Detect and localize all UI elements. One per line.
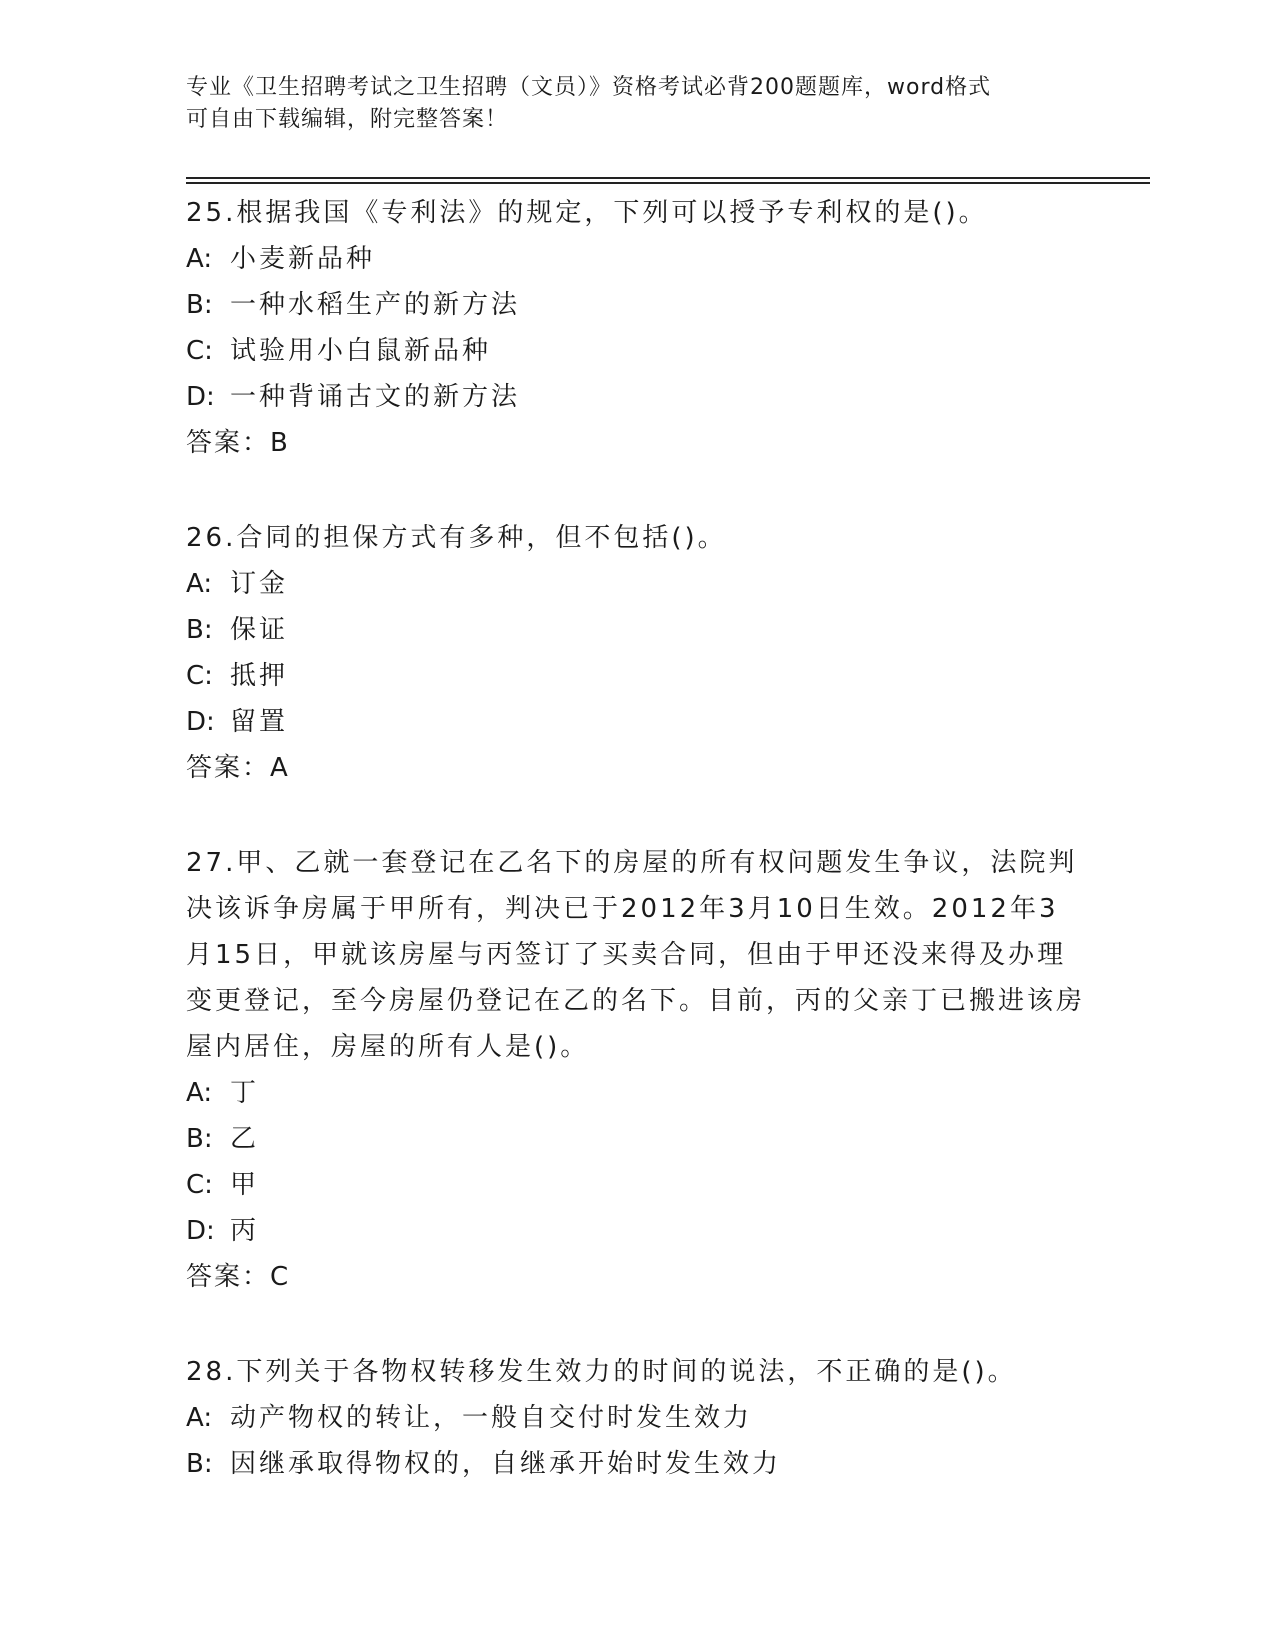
option-text: 保证 — [230, 615, 289, 645]
option-letter: D: — [186, 382, 215, 412]
option-text: 甲 — [230, 1170, 260, 1200]
question-list — [186, 190, 1086, 1536]
header-divider-bottom — [186, 182, 1150, 184]
option-letter: A: — [186, 244, 213, 274]
option-letter: A: — [186, 1403, 213, 1433]
option-text: 抵押 — [230, 661, 289, 691]
question-28 — [186, 1349, 1086, 1487]
option-c — [186, 328, 1086, 374]
option-d — [186, 374, 1086, 420]
option-text: 一种背诵古文的新方法 — [230, 382, 521, 412]
option-letter: A: — [186, 1078, 213, 1108]
option-text: 丁 — [230, 1078, 260, 1108]
option-letter: A: — [186, 569, 213, 599]
question-25 — [186, 190, 1086, 466]
header-line-1: 专业《卫生招聘考试之卫生招聘（文员）》资格考试必背200题题库，word格式 — [186, 75, 992, 100]
header-divider-top — [186, 177, 1150, 179]
question-stem: 26.合同的担保方式有多种，但不包括()。 — [186, 523, 727, 553]
option-text: 试验用小白鼠新品种 — [230, 336, 492, 366]
answer-line: 答案：A — [186, 753, 290, 783]
option-d — [186, 1208, 1086, 1254]
option-a — [186, 561, 1086, 607]
option-b — [186, 282, 1086, 328]
option-text: 小麦新品种 — [230, 244, 376, 274]
option-text: 动产物权的转让，一般自交付时发生效力 — [230, 1403, 753, 1433]
question-stem: 25.根据我国《专利法》的规定，下列可以授予专利权的是()。 — [186, 198, 988, 228]
option-letter: B: — [186, 290, 213, 320]
option-d — [186, 699, 1086, 745]
option-c — [186, 1162, 1086, 1208]
option-text: 订金 — [230, 569, 289, 599]
option-letter: C: — [186, 1170, 213, 1200]
question-stem: 28.下列关于各物权转移发生效力的时间的说法，不正确的是()。 — [186, 1357, 1017, 1387]
option-text: 留置 — [230, 707, 289, 737]
question-26 — [186, 515, 1086, 791]
option-a — [186, 236, 1086, 282]
header-line-2: 可自由下载编辑，附完整答案！ — [186, 107, 509, 132]
option-b — [186, 607, 1086, 653]
option-text: 乙 — [230, 1124, 260, 1154]
option-letter: D: — [186, 1216, 215, 1246]
option-letter: B: — [186, 1449, 213, 1479]
question-stem: 27.甲、乙就一套登记在乙名下的房屋的所有权问题发生争议，法院判决该诉争房属于甲所有，判决已于2012年3月10日生效。2012年3月15日，甲就该房屋与丙签订了买卖合同，但由于甲还没来得及办理变更登记，至今房屋仍登记在乙的名下。目前，丙的父亲丁已搬进该房屋内居住，房屋的所有人是()。 — [186, 848, 1086, 1062]
question-27 — [186, 840, 1086, 1300]
answer-line: 答案：B — [186, 428, 290, 458]
option-b — [186, 1116, 1086, 1162]
answer-line: 答案：C — [186, 1262, 291, 1292]
option-c — [186, 653, 1086, 699]
option-text: 一种水稻生产的新方法 — [230, 290, 521, 320]
option-letter: D: — [186, 707, 215, 737]
option-letter: B: — [186, 615, 213, 645]
document-header — [186, 72, 1066, 136]
option-letter: B: — [186, 1124, 213, 1154]
option-text: 因继承取得物权的，自继承开始时发生效力 — [230, 1449, 782, 1479]
option-letter: C: — [186, 661, 213, 691]
option-letter: C: — [186, 336, 213, 366]
option-b — [186, 1441, 1086, 1487]
option-text: 丙 — [230, 1216, 260, 1246]
option-a — [186, 1070, 1086, 1116]
option-a — [186, 1395, 1086, 1441]
